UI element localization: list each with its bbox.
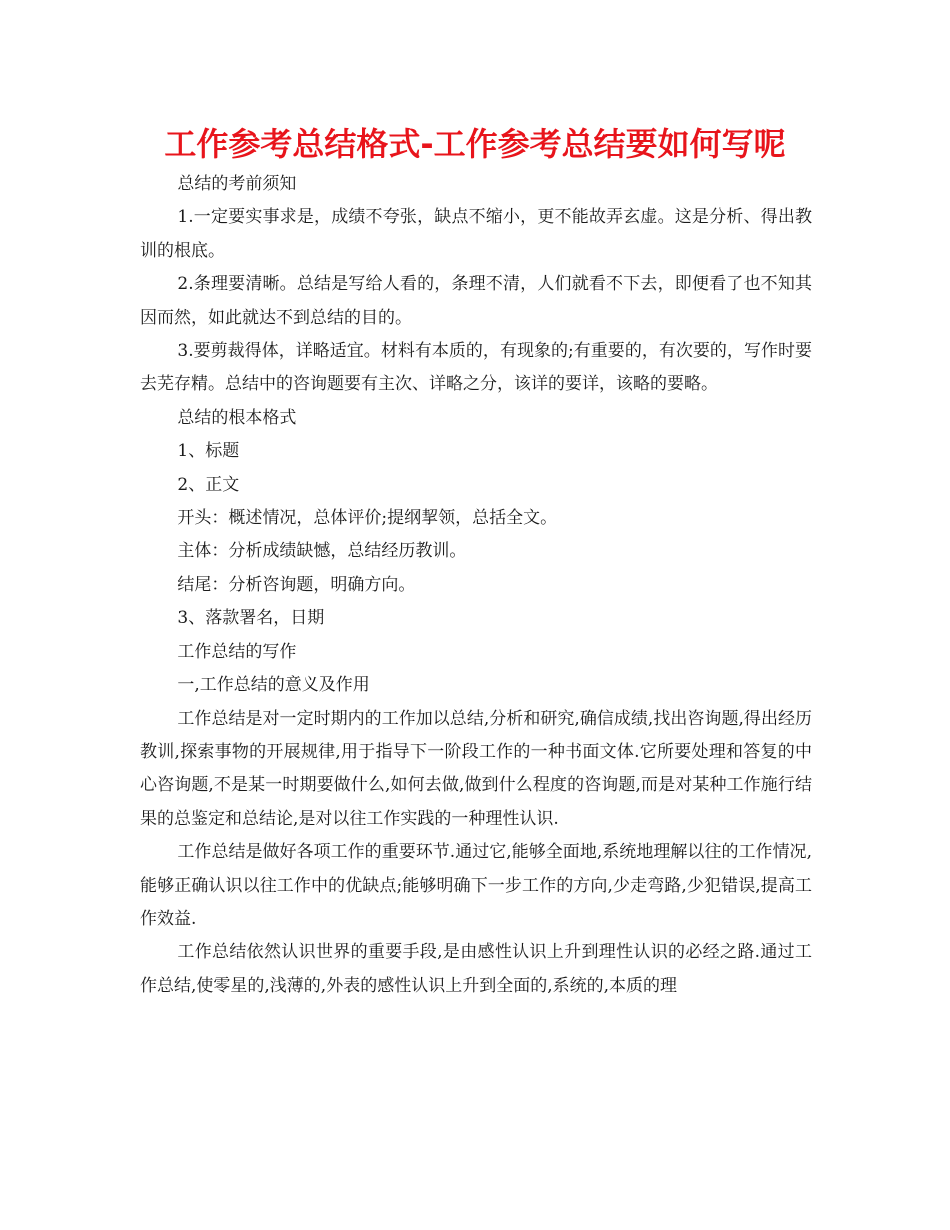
paragraph: 工作总结是对一定时期内的工作加以总结,分析和研究,确信成绩,找出咨询题,得出经历教训,探索事物的开展规律,用于指导下一阶段工作的一种书面文体.它所要处理和答复的中心咨询题,不是某一时期要做什么,如何去做,做到什么程度的咨询题,而是对某种工作施行结果的总鉴定和总结论,是对以往工作实践的一种理性认识.	[140, 708, 812, 829]
paragraph: 一,工作总结的意义及作用	[177, 675, 370, 696]
paragraph: 主体：分析成绩缺憾，总结经历教训。	[177, 541, 467, 562]
paragraph: 1.一定要实事求是，成绩不夸张，缺点不缩小，更不能故弄玄虚。这是分析、得出教训的根底。	[140, 207, 812, 261]
paragraph: 工作总结的写作	[177, 641, 297, 662]
paragraph: 结尾：分析咨询题，明确方向。	[177, 574, 416, 595]
document-title: 工作参考总结格式-工作参考总结要如何写呢	[164, 125, 786, 163]
document-body	[140, 168, 812, 1003]
paragraph: 1、标题	[177, 441, 240, 462]
paragraph: 工作总结依然认识世界的重要手段,是由感性认识上升到理性认识的必经之路.通过工作总结,使零星的,浅薄的,外表的感性认识上升到全面的,系统的,本质的理	[140, 942, 812, 996]
paragraph: 2、正文	[177, 474, 240, 495]
paragraph: 工作总结是做好各项工作的重要环节.通过它,能够全面地,系统地理解以往的工作情况,能够正确认识以往工作中的优缺点;能够明确下一步工作的方向,少走弯路,少犯错误,提高工作效益.	[140, 842, 812, 929]
paragraph: 总结的根本格式	[177, 407, 297, 428]
paragraph: 3、落款署名，日期	[177, 608, 325, 629]
paragraph: 3.要剪裁得体，详略适宜。材料有本质的，有现象的;有重要的，有次要的，写作时要去芜存精。总结中的咨询题要有主次、详略之分，该详的要详，该略的要略。	[140, 341, 812, 395]
paragraph: 开头：概述情况，总体评价;提纲挈领，总括全文。	[177, 508, 558, 529]
paragraph: 2.条理要清晰。总结是写给人看的，条理不清，人们就看不下去，即便看了也不知其因而然，如此就达不到总结的目的。	[140, 274, 812, 328]
paragraph: 总结的考前须知	[177, 174, 297, 194]
